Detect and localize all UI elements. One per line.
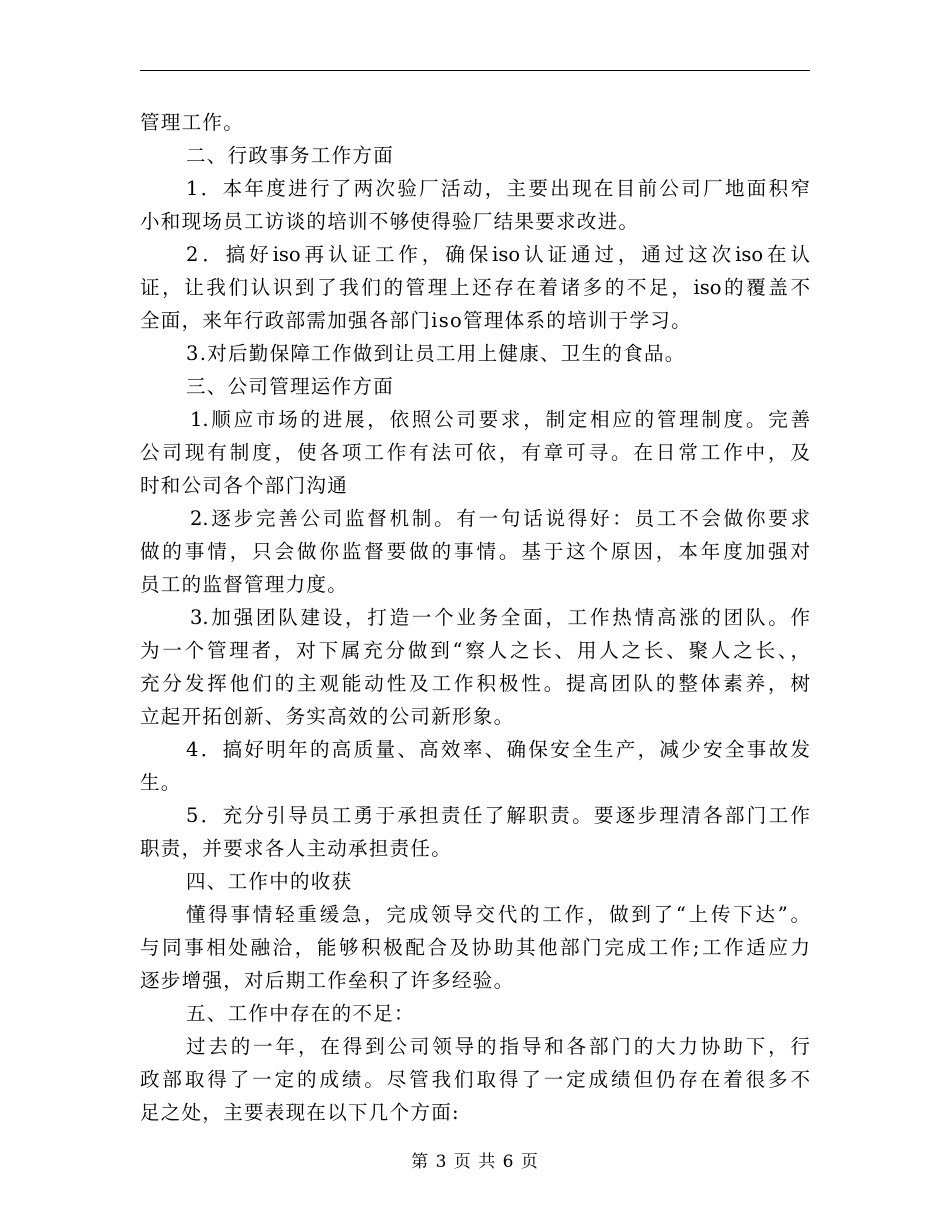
section-heading: 三、公司管理运作方面 (186, 375, 395, 398)
text-line: 全面，来年行政部需加强各部门iso管理体系的培训于学习。 (140, 309, 692, 332)
section-heading: 五、工作中存在的不足： (186, 1002, 415, 1025)
text-line: 公司现有制度，使各项工作有法可依，有章可寻。在日常工作中，及 (140, 441, 810, 464)
document-body (140, 106, 810, 1129)
text-line: 做的事情，只会做你监督要做的事情。基于这个原因，本年度加强对 (140, 540, 810, 563)
text-line: 管理工作。 (140, 111, 245, 134)
text-line: 小和现场员工访谈的培训不够使得验厂结果要求改进。 (140, 210, 640, 233)
text-line: 懂得事情轻重缓急，完成领导交代的工作，做到了“上传下达”。 (186, 903, 810, 926)
header-rule (140, 70, 810, 71)
text-line: 5．充分引导员工勇于承担责任了解职责。要逐步理清各部门工作 (186, 804, 810, 827)
text-line: 过去的一年，在得到公司领导的指导和各部门的大力协助下，行 (186, 1035, 810, 1058)
page-number: 第 3 页 共 6 页 (411, 1152, 539, 1172)
text-line: 1．本年度进行了两次验厂活动，主要出现在目前公司厂地面积窄 (186, 177, 810, 200)
text-line: 充分发挥他们的主观能动性及工作积极性。提高团队的整体素养，树 (140, 672, 810, 695)
text-line: 立起开拓创新、务实高效的公司新形象。 (140, 705, 515, 728)
text-line: 2．搞好iso再认证工作，确保iso认证通过，通过这次iso在认 (186, 243, 810, 266)
text-line: 2.逐步完善公司监督机制。有一句话说得好：员工不会做你要求 (190, 507, 810, 530)
text-line: 3.对后勤保障工作做到让员工用上健康、卫生的食品。 (186, 342, 686, 365)
text-line: 3.加强团队建设，打造一个业务全面，工作热情高涨的团队。作 (190, 606, 810, 629)
text-line: 生。 (140, 771, 182, 794)
text-line: 为一个管理者，对下属充分做到“察人之长、用人之长、聚人之长、， (140, 639, 810, 662)
section-heading: 二、行政事务工作方面 (186, 144, 395, 167)
text-line: 逐步增强，对后期工作垒积了许多经验。 (140, 969, 515, 992)
text-line: 1.顺应市场的进展，依照公司要求，制定相应的管理制度。完善 (190, 408, 810, 431)
section-heading: 四、工作中的收获 (186, 870, 353, 893)
text-line: 员工的监督管理力度。 (140, 573, 349, 596)
text-line: 证，让我们认识到了我们的管理上还存在着诸多的不足，iso的覆盖不 (140, 276, 810, 299)
text-line: 足之处，主要表现在以下几个方面: (140, 1101, 460, 1124)
text-line: 职责，并要求各人主动承担责任。 (140, 837, 453, 860)
text-line: 政部取得了一定的成绩。尽管我们取得了一定成绩但仍存在着很多不 (140, 1068, 810, 1091)
text-line: 时和公司各个部门沟通 (140, 474, 349, 497)
text-line: 4．搞好明年的高质量、高效率、确保安全生产，减少安全事故发 (186, 738, 810, 761)
text-line: 与同事相处融洽，能够积极配合及协助其他部门完成工作;工作适应力 (140, 936, 810, 959)
